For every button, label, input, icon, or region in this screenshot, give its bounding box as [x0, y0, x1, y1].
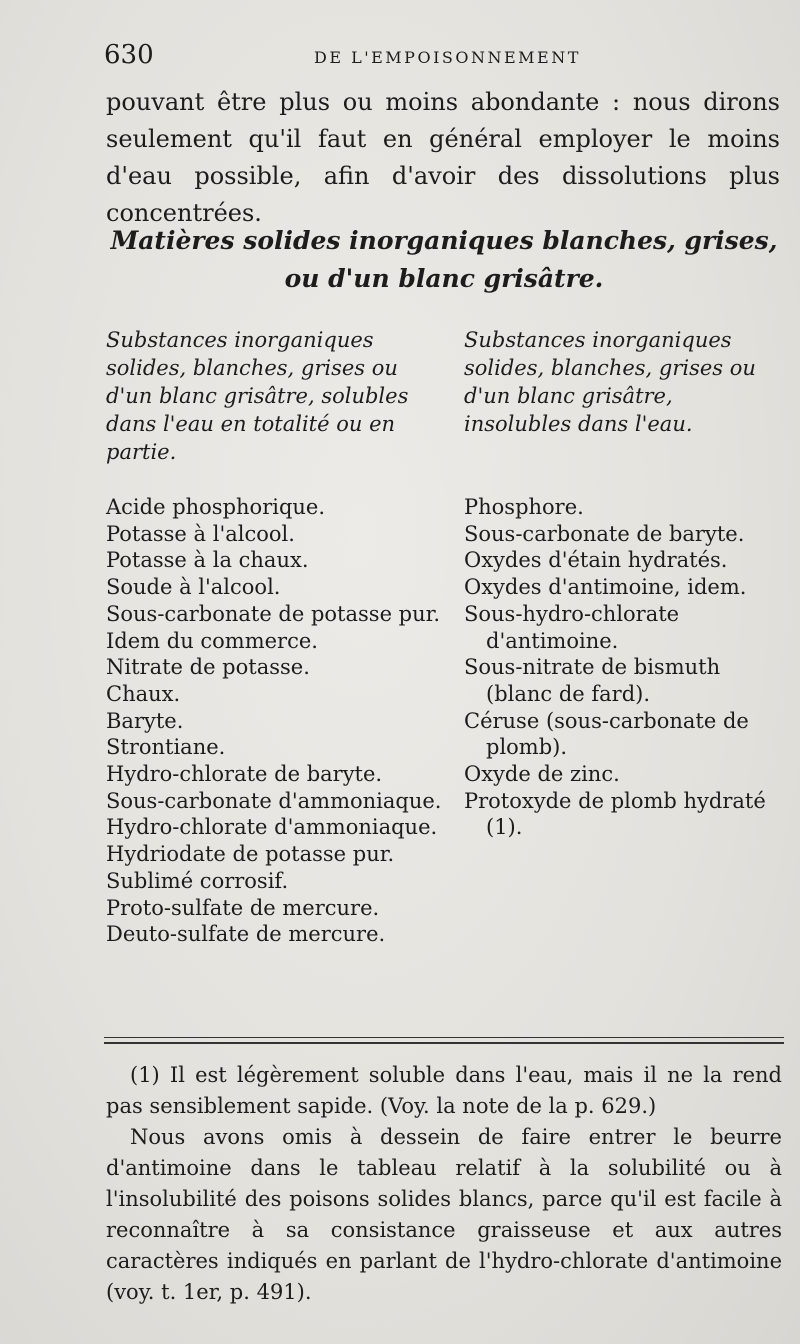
page-header [104, 40, 784, 80]
list-item: Phosphore. [464, 495, 584, 519]
left-column-heading: Substances inorganiques solides, blanches, grises ou d'un blanc grisâtre, solubles dans l'eau en totalité ou en partie. [106, 328, 409, 464]
list-item: Sous-carbonate d'ammoniaque. [106, 788, 442, 813]
list-item: Strontiane. [106, 735, 226, 760]
intro-paragraph: pouvant être plus ou moins abondante : nous dirons seulement qu'il faut en général employer le moins d'eau possible, afin d'avoir des dissolutions plus concentrées. [106, 88, 780, 227]
list-item: Hydro-chlorate d'ammoniaque. [106, 815, 438, 840]
running-title: DE L'EMPOISONNEMENT [314, 48, 581, 67]
list-item: Hydriodate de potasse pur. [106, 842, 395, 867]
list-item: Sous-nitrate de bismuth (blanc de fard). [464, 655, 721, 706]
list-item: Soude à l'alcool. [106, 575, 281, 600]
list-item: Baryte. [106, 708, 184, 733]
list-item: Sous-carbonate de baryte. [464, 521, 745, 546]
list-item: Protoxyde de plomb hydraté (1). [464, 788, 766, 840]
section-heading: Matières solides inorganiques blanches, grises, ou d'un blanc grisâtre. [110, 226, 778, 293]
list-item: Idem du commerce. [106, 628, 318, 653]
insoluble-substances-list [464, 494, 782, 841]
list-item: Sous-hydro-chlorate d'antimoine. [464, 601, 680, 653]
footnote: (1) Il est légèrement soluble dans l'eau, mais il ne la rend pas sensiblement sapide. (Voy. la note de la p. 629.) [106, 1063, 782, 1118]
footnote-divider-thick [104, 1042, 784, 1044]
list-item: Hydro-chlorate de baryte. [106, 762, 383, 787]
list-item: Chaux. [106, 681, 181, 706]
list-item: Oxyde de zinc. [464, 762, 620, 787]
list-item: Nitrate de potasse. [106, 655, 310, 680]
list-item: Céruse (sous-carbonate de plomb). [464, 708, 749, 760]
page-number: 630 [104, 40, 154, 70]
list-item: Potasse à l'alcool. [106, 521, 295, 546]
list-item: Proto-sulfate de mercure. [106, 895, 380, 920]
right-column-heading: Substances inorganiques solides, blanches, grises ou d'un blanc grisâtre, insolubles dans l'eau. [464, 328, 756, 436]
list-item: Oxydes d'étain hydratés. [464, 548, 728, 573]
list-item: Acide phosphorique. [106, 495, 326, 519]
list-item: Sublimé corrosif. [106, 868, 289, 893]
list-item: Oxydes d'antimoine, idem. [464, 575, 747, 600]
footnote-paragraph: Nous avons omis à dessein de faire entrer le beurre d'antimoine dans le tableau relatif à la solubilité ou à l'insolubilité des poisons solides blancs, parce qu'il est facile à reconnaître à sa consistance graisseuse et aux autres caractères indiqués en parlant de l'hydro-chlorate d'antimoine (voy. t. 1er, p. 491). [106, 1125, 782, 1304]
soluble-substances-list [106, 494, 442, 948]
list-item: Sous-carbonate de potasse pur. [106, 601, 441, 626]
footnote-divider [104, 1037, 784, 1038]
list-item: Deuto-sulfate de mercure. [106, 922, 386, 947]
list-item: Potasse à la chaux. [106, 548, 309, 573]
